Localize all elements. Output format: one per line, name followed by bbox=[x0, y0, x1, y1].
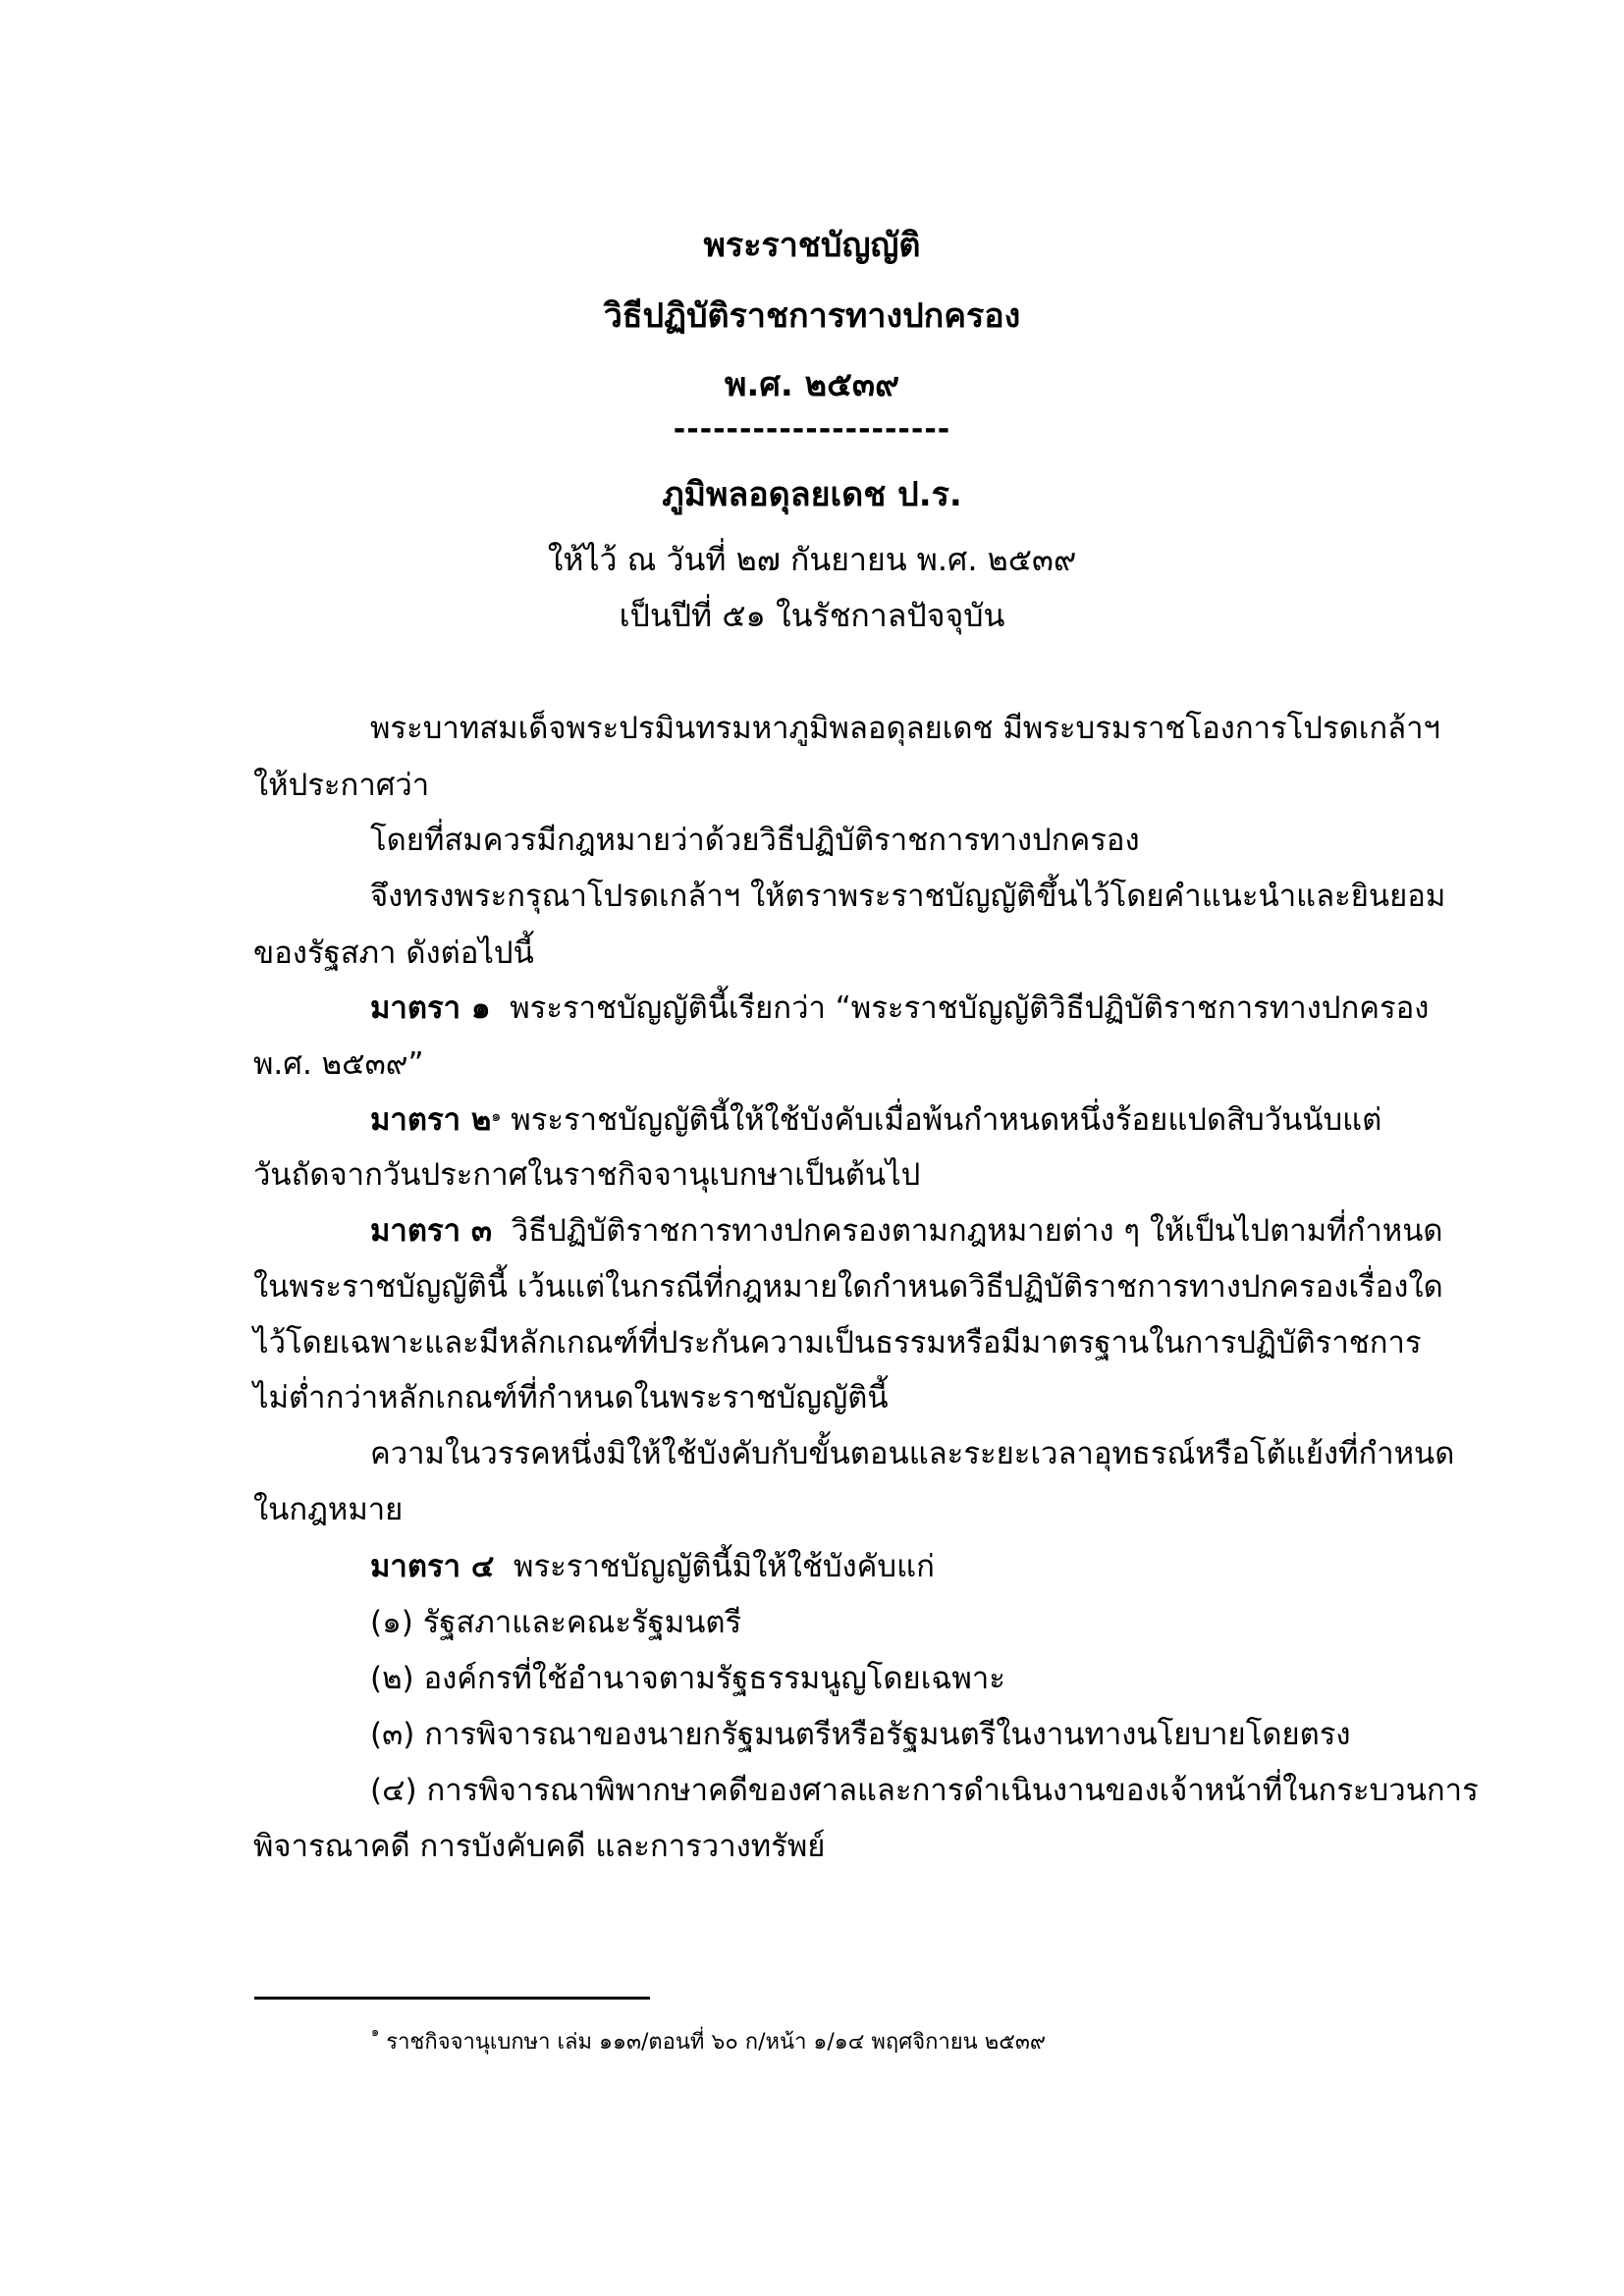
section-1-line-1 bbox=[370, 988, 1430, 1028]
act-year: พ.ศ. ๒๕๓๙ bbox=[725, 365, 899, 404]
preamble-line-4: จึงทรงพระกรุณาโปรดเกล้าฯ ให้ตราพระราชบัญญัติขึ้นไว้โดยคำแนะนำและยินยอม bbox=[370, 879, 1446, 914]
footnote bbox=[371, 2024, 1046, 2058]
section-4-item-2: (๒) องค์กรที่ใช้อำนาจตามรัฐธรรมนูญโดยเฉพาะ bbox=[370, 1661, 1005, 1696]
section-3-line-2: ในพระราชบัญญัตินี้ เว้นแต่ในกรณีที่กฎหมายใดกำหนดวิธีปฏิบัติราชการทางปกครองเรื่องใด bbox=[253, 1269, 1443, 1305]
section-4-item-4-line-1: (๔) การพิจารณาพิพากษาคดีของศาลและการดำเนินงานของเจ้าหน้าที่ในกระบวนการ bbox=[370, 1773, 1479, 1808]
section-3-line-3: ไว้โดยเฉพาะและมีหลักเกณฑ์ที่ประกันความเป็นธรรมหรือมีมาตรฐานในการปฏิบัติราชการ bbox=[253, 1325, 1422, 1361]
reign-year: เป็นปีที่ ๕๑ ในรัชกาลปัจจุบัน bbox=[619, 597, 1005, 634]
section-4-label: มาตรา ๔ bbox=[370, 1549, 495, 1584]
act-title: พระราชบัญญัติ bbox=[703, 226, 921, 265]
section-1-label: มาตรา ๑ bbox=[370, 990, 491, 1026]
preamble-line-1: พระบาทสมเด็จพระปรมินทรมหาภูมิพลอดุลยเดช มีพระบรมราชโองการโปรดเกล้าฯ bbox=[370, 711, 1440, 746]
section-4-text: พระราชบัญญัตินี้มิให้ใช้บังคับแก่ bbox=[514, 1549, 935, 1584]
section-3-label: มาตรา ๓ bbox=[370, 1213, 493, 1249]
king-name: ภูมิพลอดุลยเดช ป.ร. bbox=[662, 475, 962, 514]
footnote-mark: ๑ bbox=[371, 2025, 380, 2040]
section-3-para-2-line-2: ในกฎหมาย bbox=[253, 1492, 404, 1527]
footnote-rule bbox=[254, 1997, 650, 2000]
section-2-text: พระราชบัญญัตินี้ให้ใช้บังคับเมื่อพ้นกำหนดหนึ่งร้อยแปดสิบวันนับแต่ bbox=[511, 1102, 1382, 1138]
section-2-footnote-mark: ๑ bbox=[491, 1106, 502, 1125]
preamble-line-3: โดยที่สมควรมีกฎหมายว่าด้วยวิธีปฏิบัติราชการทางปกครอง bbox=[370, 823, 1140, 858]
section-1-text: พระราชบัญญัตินี้เรียกว่า “พระราชบัญญัติวิธีปฏิบัติราชการทางปกครอง bbox=[510, 990, 1430, 1026]
header-separator: --------------------- bbox=[673, 412, 951, 447]
section-4-line-1 bbox=[370, 1547, 935, 1586]
section-2-line-1 bbox=[370, 1100, 1380, 1140]
section-3-para-2-line-1: ความในวรรคหนึ่งมิให้ใช้บังคับกับขั้นตอนและระยะเวลาอุทธรณ์หรือโต้แย้งที่กำหนด bbox=[370, 1436, 1455, 1471]
section-1-line-2: พ.ศ. ๒๕๓๙” bbox=[253, 1046, 424, 1082]
preamble-line-5: ของรัฐสภา ดังต่อไปนี้ bbox=[253, 935, 534, 971]
section-4-item-3: (๓) การพิจารณาของนายกรัฐมนตรีหรือรัฐมนตรีในงานทางนโยบายโดยตรง bbox=[370, 1717, 1351, 1752]
section-3-line-4: ไม่ต่ำกว่าหลักเกณฑ์ที่กำหนดในพระราชบัญญัตินี้ bbox=[253, 1380, 889, 1415]
section-2-label: มาตรา ๒ bbox=[370, 1102, 492, 1138]
act-subtitle: วิธีปฏิบัติราชการทางปกครอง bbox=[603, 296, 1021, 336]
preamble-line-2: ให้ประกาศว่า bbox=[253, 768, 430, 803]
section-4-item-1: (๑) รัฐสภาและคณะรัฐมนตรี bbox=[370, 1605, 742, 1640]
section-2-line-2: วันถัดจากวันประกาศในราชกิจจานุเบกษาเป็นต้นไป bbox=[253, 1157, 921, 1193]
section-4-item-4-line-2: พิจารณาคดี การบังคับคดี และการวางทรัพย์ bbox=[253, 1829, 826, 1864]
footnote-text: ราชกิจจานุเบกษา เล่ม ๑๑๓/ตอนที่ ๖๐ ก/หน้า ๑/๑๔ พฤศจิกายน ๒๕๓๙ bbox=[386, 2030, 1046, 2055]
section-3-line-1 bbox=[370, 1211, 1443, 1251]
given-date: ให้ไว้ ณ วันที่ ๒๗ กันยายน พ.ศ. ๒๕๓๙ bbox=[547, 541, 1077, 578]
section-3-text: วิธีปฏิบัติราชการทางปกครองตามกฎหมายต่าง ๆ ให้เป็นไปตามที่กำหนด bbox=[511, 1213, 1443, 1249]
